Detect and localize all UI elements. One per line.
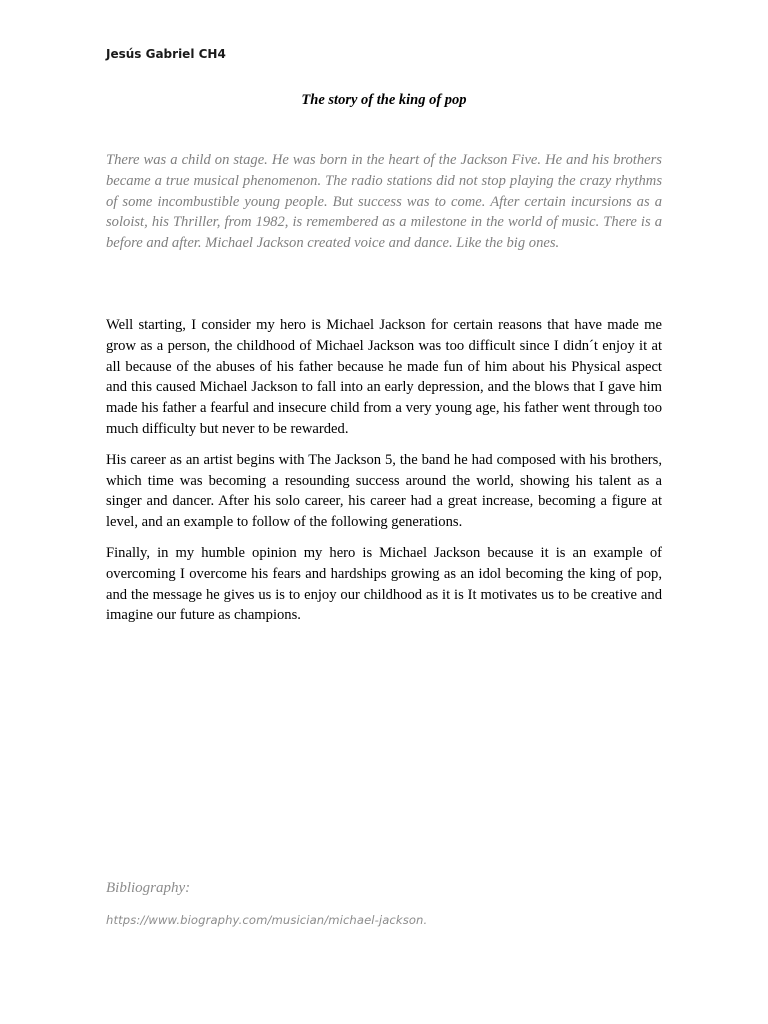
body-paragraph: Well starting, I consider my hero is Michael Jackson for certain reasons that have made me grow as a person, the childhood of Michael Jackson was too difficult since I didn´t enjoy it at all because of the abuses of his father because he made fun of him about his Physical aspect and this caused Michael Jackson to fall into an early depression, and the blows that I gave him made his father a fearful and insecure child from a very young age, his father went through too much difficulty but never to be rewarded.: [106, 317, 662, 437]
body-paragraph: His career as an artist begins with The Jackson 5, the band he had composed with his brothers, which time was becoming a resounding success around the world, showing his talent as a singer and dancer. After his solo career, his career had a great increase, becoming a figure at level, and an example to follow of the following generations.: [106, 451, 662, 531]
bibliography-link[interactable]: https://www.biography.com/musician/michael-jackson.: [106, 913, 428, 927]
bibliography-heading: Bibliography:: [106, 880, 191, 896]
body-paragraph: Finally, in my humble opinion my hero is Michael Jackson because it is an example of overcoming I overcome his fears and hardships growing as an idol becoming the king of pop, and the message he gives us is to enjoy our childhood as it is It motivates us to be creative and imagine our future as champions.: [106, 544, 662, 624]
author-name: Jesús Gabriel CH4: [106, 47, 226, 61]
intro-paragraph: There was a child on stage. He was born in the heart of the Jackson Five. He and his brothers became a true musical phenomenon. The radio stations did not stop playing the crazy rhythms of some incombustible young people. But success was to come. After certain incursions as a soloist, his Thriller, from 1982, is remembered as a milestone in the world of music. There is a before and after. Michael Jackson created voice and dance. Like the big ones.: [106, 152, 662, 252]
document-body: [106, 315, 662, 636]
document-title: The story of the king of pop: [301, 92, 467, 108]
